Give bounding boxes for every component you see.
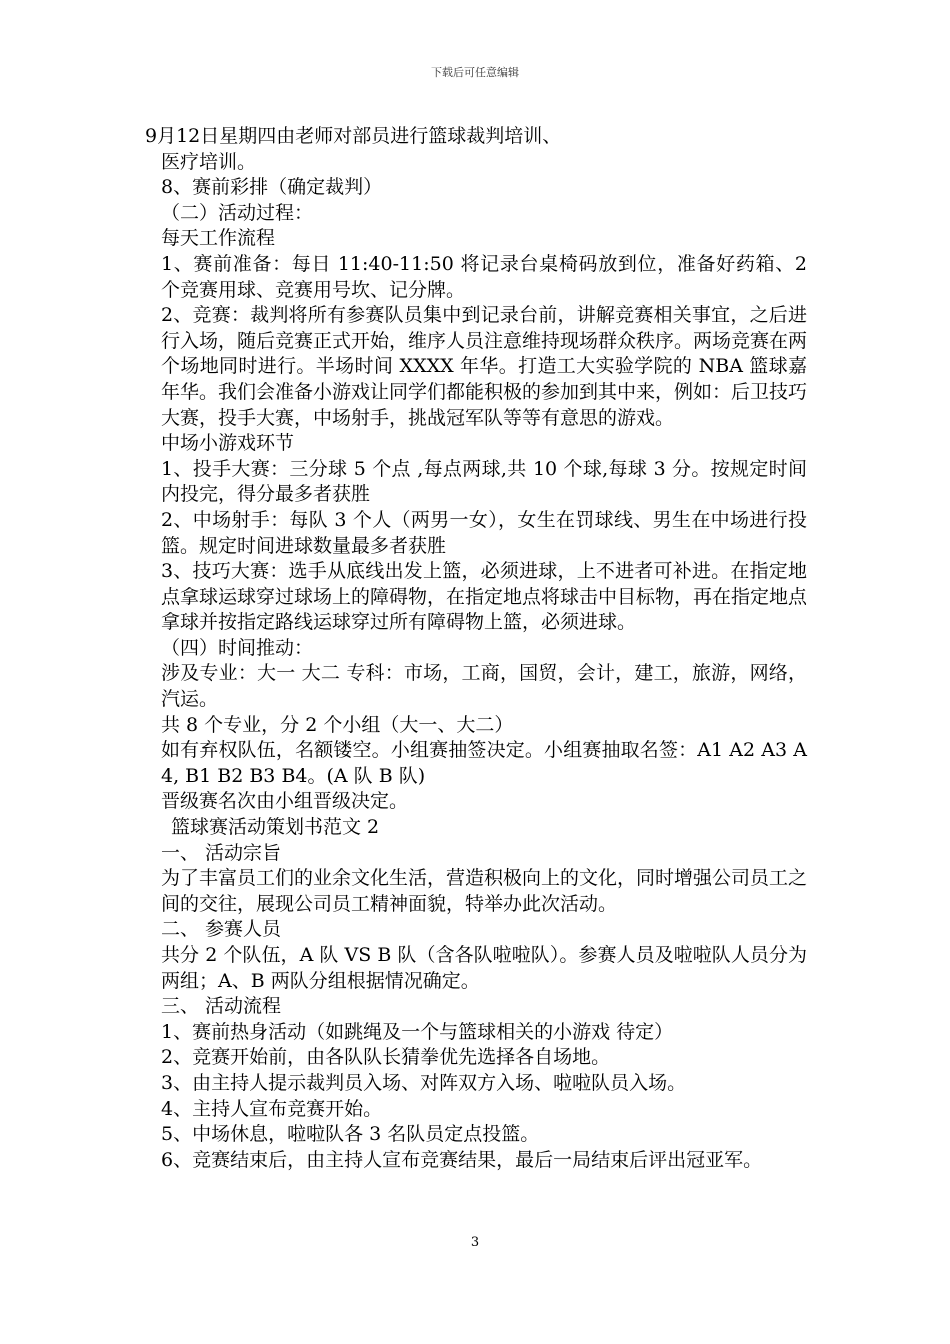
paragraph: 三、 活动流程 [161,995,282,1018]
paragraph: 1、赛前热身活动（如跳绳及一个与篮球相关的小游戏 待定） [161,1020,674,1043]
paragraph: （四）时间推动： [161,636,314,659]
paragraph: 4、主持人宣布竞赛开始。 [161,1097,383,1120]
paragraph: 每天工作流程 [161,227,276,250]
document-body [145,124,807,1173]
paragraph: 中场小游戏环节 [161,432,295,455]
paragraph: 涉及专业：大一 大二 专科：市场，工商，国贸，会计，建工，旅游，网络，汽运。 [161,662,807,711]
paragraph: 6、竞赛结束后，由主持人宣布竞赛结果，最后一局结束后评出冠亚军。 [161,1148,763,1171]
paragraph: 为了丰富员工们的业余文化生活，营造积极向上的文化，同时增强公司员工之间的交往，展现公司员工精神面貌，特举办此次活动。 [161,867,808,915]
paragraph: 2、竞赛：裁判将所有参赛队员集中到记录台前，讲解竞赛相关事宜，之后进行入场，随后竞赛正式开始，维序人员注意维持现场群众秩序。两场竞赛在两个场地同时进行。半场时间 XXXX 年华。打造工大实验学院的 NBA 篮球嘉年华。我们会准备小游戏让同学们都能积极的参加到其中来，例如：后卫技巧大赛，投手大赛，中场射手，挑战冠军队等等有意思的游戏。 [161,304,808,429]
paragraph: 篮球赛活动策划书范文 2 [171,816,380,839]
paragraph: （二）活动过程： [161,201,314,224]
paragraph: 1、投手大赛：三分球 5 个点 ,每点两球,共 10 个球,每球 3 分。按规定时间内投完，得分最多者获胜 [161,457,807,506]
paragraph: 共 8 个专业，分 2 个小组（大一、大二） [161,713,514,736]
page-number: 3 [470,1235,480,1250]
paragraph: 二、 参赛人员 [161,918,282,941]
paragraph: 如有弃权队伍，名额镂空。小组赛抽签决定。小组赛抽取名签：A1 A2 A3 A4, B1 B2 B3 B4。(A 队 B 队) [161,739,807,787]
paragraph: 1、赛前准备：每日 11:40-11:50 将记录台桌椅码放到位，准备好药箱、2 个竞赛用球、竞赛用号坎、记分牌。 [161,252,807,301]
paragraph: 共分 2 个队伍，A 队 VS B 队（含各队啦啦队）。参赛人员及啦啦队人员分为两组；A、B 两队分组根据情况确定。 [161,944,807,992]
paragraph: 2、中场射手：每队 3 个人（两男一女），女生在罚球线、男生在中场进行投篮。规定时间进球数量最多者获胜 [161,508,807,557]
paragraph: 5、中场休息，啦啦队各 3 名队员定点投篮。 [161,1123,540,1146]
paragraph: 一、 活动宗旨 [161,841,282,864]
paragraph: 3、技巧大赛：选手从底线出发上篮，必须进球，上不进者可补进。在指定地点拿球运球穿过球场上的障碍物，在指定地点将球击中目标物，再在指定地点拿球并按指定路线运球穿过所有障碍物上篮，必须进球。 [161,560,808,634]
paragraph: 8、赛前彩排（确定裁判） [161,176,383,199]
paragraph: 3、由主持人提示裁判员入场、对阵双方入场、啦啦队员入场。 [161,1071,687,1094]
page-header: 下载后可任意编辑 [431,66,519,79]
paragraph: 晋级赛名次由小组晋级决定。 [161,790,409,813]
paragraph: 9月12日星期四由老师对部员进行篮球裁判培训、 [145,125,562,147]
paragraph: 2、竞赛开始前，由各队队长猜拳优先选择各自场地。 [161,1046,611,1069]
paragraph: 医疗培训。 [161,150,257,173]
